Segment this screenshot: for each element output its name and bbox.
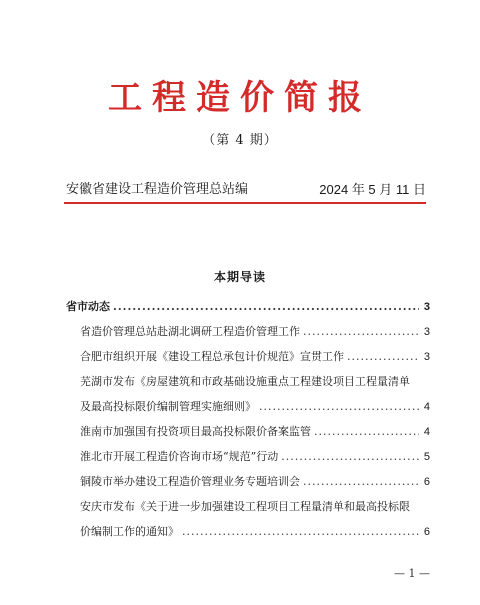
toc-leader-dots	[314, 422, 419, 442]
toc-entry-label-line2: 及最高投标限价编制管理实施细则》	[80, 400, 256, 413]
toc-entry-label: 铜陵市举办建设工程造价管理业务专题培训会	[80, 475, 300, 488]
toc-entry-label-line2: 价编制工作的通知》	[80, 525, 179, 538]
toc-page-number: 6	[423, 526, 430, 538]
toc-leader-dots	[281, 447, 419, 467]
toc-entry-label: 淮北市开展工程造价咨询市场“规范”行动	[80, 450, 279, 463]
toc-leader-dots	[182, 522, 419, 542]
toc-entry[interactable]	[66, 447, 430, 472]
toc-page-number: 4	[423, 401, 430, 413]
toc-entry[interactable]	[66, 422, 430, 447]
toc-entry-label: 淮南市加强国有投资项目最高投标限价备案监管	[80, 425, 311, 438]
toc-section[interactable]	[66, 297, 430, 322]
toc-entry-label-line1: 安庆市发布《关于进一步加强建设工程项目工程量清单和最高投标限	[80, 500, 410, 513]
publisher-row	[66, 180, 426, 200]
toc-leader-dots	[259, 397, 419, 417]
toc-leader-dots	[347, 347, 419, 367]
red-divider-line	[64, 202, 426, 204]
toc-section-label: 省市动态	[66, 300, 110, 313]
toc-page-number: 3	[423, 351, 430, 363]
issue-number: （第 4 期）	[202, 133, 278, 148]
toc-leader-dots	[303, 472, 419, 492]
toc-page-number: 4	[423, 426, 430, 438]
toc-entry[interactable]	[66, 497, 430, 547]
toc-entry[interactable]	[66, 322, 430, 347]
publish-date: 2024 年 5 月 11 日	[319, 182, 426, 197]
toc-entry[interactable]	[66, 472, 430, 497]
toc-entry-label-line1: 芜湖市发布《房屋建筑和市政基础设施重点工程建设项目工程量清单	[80, 375, 410, 388]
toc-leader-dots	[303, 322, 419, 342]
publisher-name: 安徽省建设工程造价管理总站编	[66, 182, 249, 197]
toc-entry-label: 省造价管理总站赴湖北调研工程造价管理工作	[80, 325, 300, 338]
toc-entry[interactable]	[66, 372, 430, 422]
toc-leader-dots	[113, 297, 419, 317]
table-of-contents	[66, 297, 430, 547]
toc-page-number: 6	[423, 476, 430, 488]
toc-page-number: 5	[423, 451, 430, 463]
toc-page-number: 3	[423, 326, 430, 338]
toc-heading: 本期导读	[213, 270, 266, 284]
toc-page-number: 3	[423, 301, 430, 313]
bulletin-title: 工程造价简报	[108, 78, 372, 118]
toc-entry[interactable]	[66, 347, 430, 372]
toc-entry-label: 合肥市组织开展《建设工程总承包计价规范》宣贯工作	[80, 350, 344, 363]
page-number: — 1 —	[394, 567, 430, 580]
